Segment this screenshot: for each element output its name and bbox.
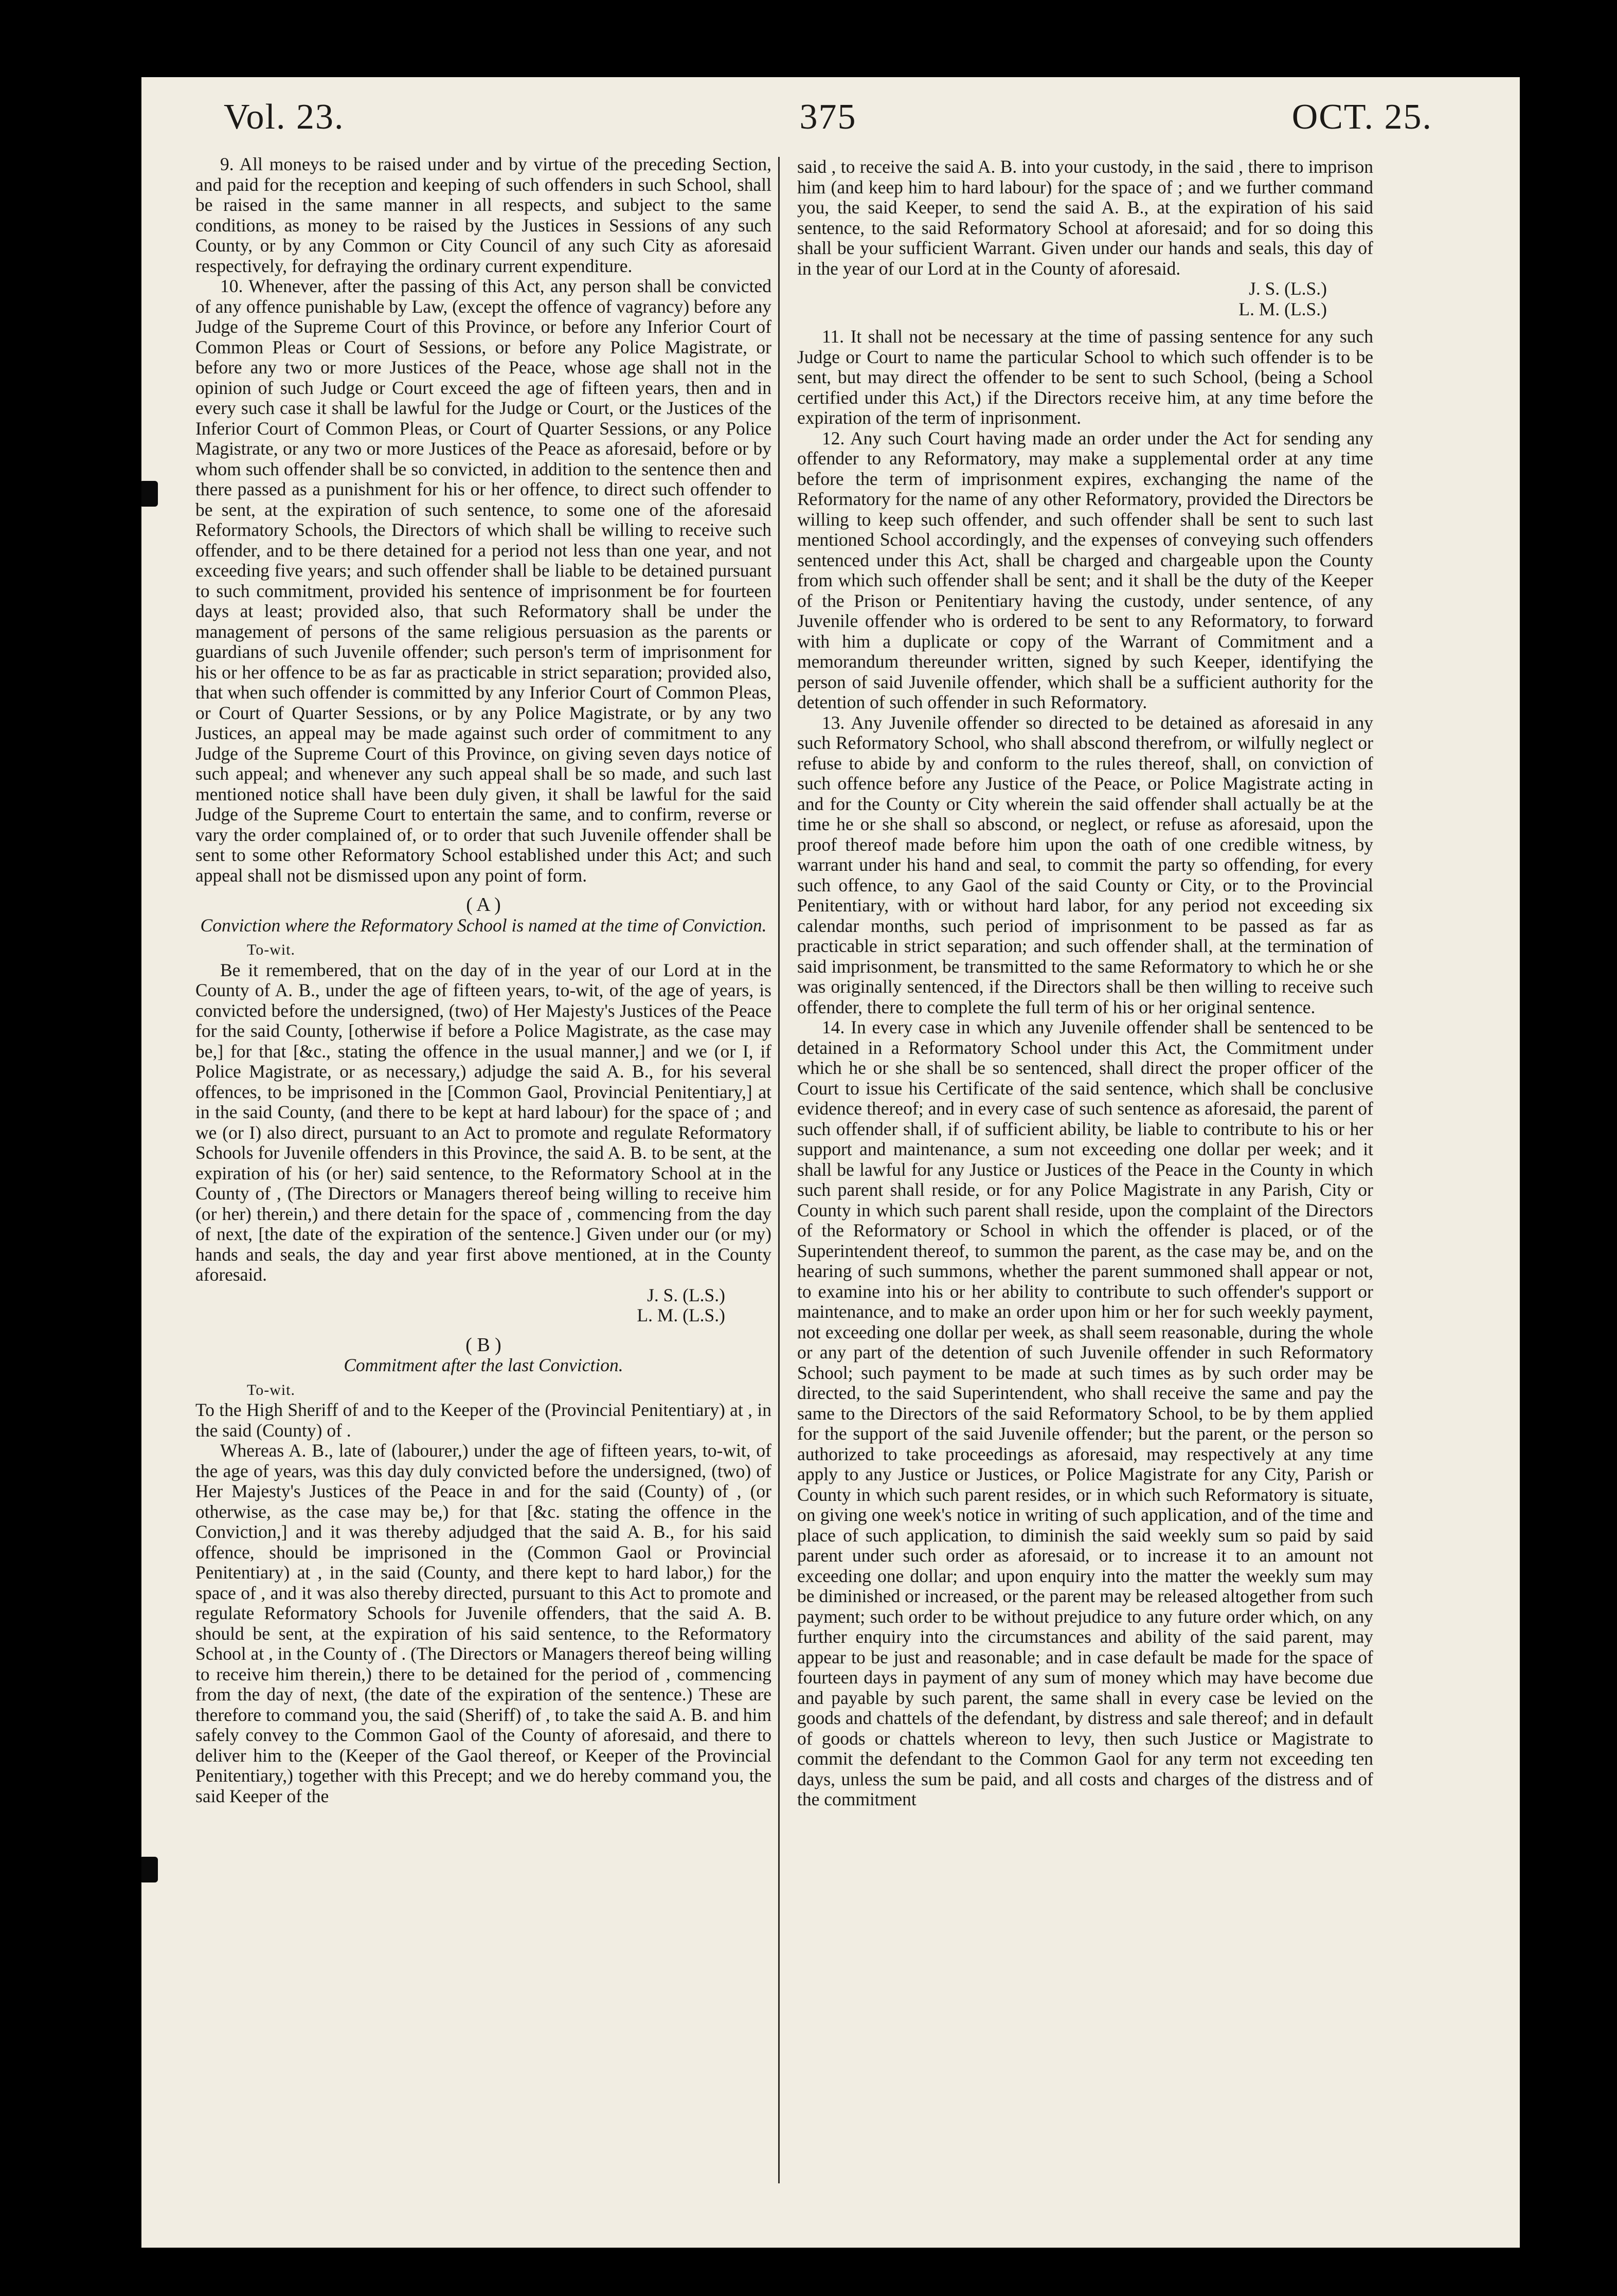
- form-b-to-wit: To-wit.: [247, 1381, 296, 1398]
- section-13: 13. Any Juvenile offender so directed to be detained as aforesaid in any such Reformatory School, who shall abscond therefrom, or wilfully neglect or refuse to abide by and conform to the rules thereof, shall, on conviction of such offence before any Justice of the Peace, or Police Magistrate acting in and for the County or City wherein the said offender shall actually be at the time he or she shall so abscond, or neglect, or refuse as aforesaid, upon the proof thereof made before him upon the oath of one credible witness, by warrant under his hand and seal, to commit the party so offending, for every such offence, to any Gaol of the said County or City, or to the Provincial Penitentiary, with or without hard labor, for any period not exceeding six calendar months, such period of imprisonment to be passed as far as practicable in strict separation; and such offender shall, at the termination of said imprisonment, be transmitted to the same Reformatory to which he or she was originally sentenced, if the Directors shall be then willing to receive such offender, there to complete the full term of his or her original sentence.: [797, 712, 1373, 1017]
- form-b-signature-1: J. S. (L.S.): [1249, 278, 1327, 299]
- document-page: [141, 77, 1520, 2248]
- form-b-signature-2: L. M. (L.S.): [1238, 298, 1327, 319]
- form-b-label: ( B ): [465, 1334, 501, 1356]
- form-b-continuation: said , to receive the said A. B. into your custody, in the said , there to imprison him (and keep him to hard labour) for the space of ; and we further command you, the said Keeper, to send the said A. B., at the expiration of his said sentence, to the said Reformatory School at aforesaid; and for so doing this shall be your sufficient Warrant. Given under our hands and seals, this day of in the year of our Lord at in the County of aforesaid.: [797, 156, 1373, 279]
- form-a-signature-1: J. S. (L.S.): [647, 1284, 725, 1305]
- page-header: [224, 97, 1432, 153]
- binding-hole-bottom: [141, 1857, 158, 1882]
- form-a-title: Conviction where the Reformatory School is named at the time of Conviction.: [200, 914, 767, 936]
- section-12: 12. Any such Court having made an order under the Act for sending any offender to any Reformatory, may make a supplemental order at any time before the term of imprisonment expires, exchanging the name of the Reformatory for the name of any other Reformatory, provided the Directors be willing to keep such offender, and such offender shall be sent to such last mentioned School accordingly, and the expenses of conveying such offenders sentenced under this Act, shall be charged and chargeable upon the County from which such offender shall be sent; and it shall be the duty of the Keeper of the Prison or Penitentiary having the custody, under sentence, of any Juvenile offender who is ordered to be sent to any Reformatory, to forward with him a duplicate or copy of the Warrant of Commitment and a memorandum thereunder written, signed by such Keeper, identifying the person of said Juvenile offender, which shall be a sufficient authority for the detention of such offender in such Reformatory.: [797, 427, 1373, 712]
- form-a-label: ( A ): [466, 894, 501, 916]
- form-a-signature-2: L. M. (L.S.): [637, 1305, 725, 1325]
- section-9: 9. All moneys to be raised under and by virtue of the preceding Section, and paid for the reception and keeping of such offenders in such School, shall be raised in the same manner in all respects, and subject to the same conditions, as money to be raised by the Justices in Sessions of any such County, or by any Common or City Council of any such City as aforesaid respectively, for defraying the ordinary current expenditure.: [195, 154, 771, 276]
- section-14: 14. In every case in which any Juvenile offender shall be sentenced to be detained in a Reformatory School under this Act, the Commitment under which he or she shall be so sentenced, shall direct the proper officer of the Court to issue his Certificate of the said sentence, which shall be conclusive evidence thereof; and in every case of such sentence as aforesaid, the parent of such offender shall, if of sufficient ability, be liable to contribute to his or her support and maintenance, a sum not exceeding one dollar per week; and it shall be lawful for any Justice or Justices of the Peace in the County in which such parent shall reside, or for any Police Magistrate in any Parish, City or County in which such parent shall reside, upon the complaint of the Directors of the Reformatory or School in which the offender is placed, or of the Superintendent thereof, to summon the parent, as the case may be, and on the hearing of such summons, whether the parent summoned shall appear or not, to examine into his or her ability to contribute to such offender's support or maintenance, and to make an order upon him or her for such weekly payment, not exceeding one dollar per week, as shall seem reasonable, during the whole or any part of the detention of such Juvenile offender in such Reformatory School; such payment to be made at such times as by such order may be directed, to the said Superintendent, who shall receive the same and pay the same to the Directors of the said Reformatory School, to be by them applied for the support of the said Juvenile offender; but the parent, or the person so authorized to take proceedings as aforesaid, may respectively at any time apply to any Justice or Justices, or Police Magistrate for any City, Parish or County in which such parent resides, or in which such Reformatory is situate, on giving one week's notice in writing of such application, and of the time and place of such application, to diminish the said weekly sum so paid by said parent under such order as aforesaid, or to increase it to an amount not exceeding one dollar; and upon enquiry into the matter the weekly sum may be diminished or increased, or the parent may be released altogether from such payment; such order to be without prejudice to any future order which, on any further enquiry into the circumstances and ability of the said parent, may appear to be just and reasonable; and in case default be made for the space of fourteen days in payment of any sum of money which may have become due and payable by such parent, the same shall in every case be levied on the goods and chattels of the defendant, by distress and sale thereof; and in default of goods or chattels whereon to levy, then such Justice or Magistrate to commit the defendant to the Common Gaol for any term not exceeding ten days, unless the sum be paid, and all costs and charges of the distress and of the commitment: [797, 1017, 1373, 1809]
- form-b-address: To the High Sheriff of and to the Keeper of the (Provincial Penitentiary) at , in the said (County) of .: [195, 1400, 771, 1441]
- volume-label: Vol. 23.: [224, 97, 345, 137]
- form-a-to-wit: To-wit.: [247, 941, 296, 958]
- section-10: 10. Whenever, after the passing of this Act, any person shall be convicted of any offence punishable by Law, (except the offence of vagrancy) before any Judge of the Supreme Court of this Province, or before any Inferior Court of Common Pleas or Court of Sessions, or before any Police Magistrate, or before any two or more Justices of the Peace, whose age shall not in the opinion of such Judge or Court exceed the age of fifteen years, then and in every such case it shall be lawful for the Judge or Court, or the Justices of the Inferior Court of Common Pleas, or Court of Quarter Sessions, or any Police Magistrate, or any two or more Justices of the Peace as aforesaid, before or by whom such offender shall be so convicted, in addition to the sentence then and there passed as a punishment for his or her offence, to direct such offender to be sent, at the expiration of such sentence, to some one of the aforesaid Reformatory Schools, the Directors of which shall be willing to receive such offender, and to be there detained for a period not less than one year, and not exceeding five years; and such offender shall be liable to be detained pursuant to such commitment, provided his sentence of imprisonment be for fourteen days at least; provided also, that such Reformatory shall be under the management of persons of the same religious persuasion as the parents or guardians of such Juvenile offender; such person's term of imprisonment for his or her offence to be as far as practicable in strict separation; provided also, that when such offender is committed by any Inferior Court of Common Pleas, or Court of Quarter Sessions, or by any Police Magistrate, or by any two Justices, an appeal may be made against such order of commitment to any Judge of the Supreme Court of this Province, on giving seven days notice of such appeal; and whenever any such appeal shall be so made, and such last mentioned notice shall have been duly given, it shall be lawful for the said Judge of the Supreme Court to entertain the same, and to confirm, reverse or vary the order complained of, or to order that such Juvenile offender shall be sent to some other Reformatory School established under this Act; and such appeal shall not be dismissed upon any point of form.: [195, 276, 771, 886]
- form-a-body: Be it remembered, that on the day of in the year of our Lord at in the County of A. B., under the age of fifteen years, to-wit, of the age of years, is convicted before the undersigned, (two) of Her Majesty's Justices of the Peace for the said County, [otherwise if before a Police Magistrate, as the case may be,] for that [&c., stating the offence in the usual manner,] and we (or I, if Police Magistrate, or as necessary,) adjudge the said A. B., for his several offences, to be imprisoned in the [Common Gaol, Provincial Penitentiary,] at in the said County, (and there to be kept at hard labour) for the space of ; and we (or I) also direct, pursuant to an Act to promote and regulate Reformatory Schools for Juvenile offenders in this Province, the said A. B. to be sent, at the expiration of his (or her) said sentence, to the Reformatory School at in the County of , (The Directors or Managers thereof being willing to receive him (or her) therein,) and there detain for the space of , commencing from the day of next, [the date of the expiration of the sentence.] Given under our (or my) hands and seals, the day and year first above mentioned, at in the County aforesaid.: [195, 959, 771, 1285]
- page-number: 375: [799, 97, 857, 137]
- column-divider: [778, 157, 780, 2183]
- form-b-title: Commitment after the last Conviction.: [344, 1355, 623, 1375]
- left-column: [195, 154, 771, 1806]
- section-11: 11. It shall not be necessary at the time of passing sentence for any such Judge or Court to name the particular School to which such offender is to be sent, but may direct the offender to be sent to such School, (being a School certified under this Act,) if the Directors receive him, at any time before the expiration of the term of inprisonment.: [797, 326, 1373, 428]
- binding-hole-top: [141, 481, 158, 507]
- right-column: [797, 157, 1373, 1810]
- form-b-body: Whereas A. B., late of (labourer,) under the age of fifteen years, to-wit, of the age of years, was this day duly convicted before the undersigned, (two) of Her Majesty's Justices of the Peace in and for the said (County) of , (or otherwise, as the case may be,) for that [&c. stating the offence in the Conviction,] and it was thereby adjudged that the said A. B., for his said offence, should be imprisoned in the (Common Gaol or Provincial Penitentiary) at , in the said (County, and there kept to hard labor,) for the space of , and it was also thereby directed, pursuant to this Act to promote and regulate Reformatory Schools for Juvenile offenders, that the said A. B. should be sent, at the expiration of his said sentence, to the Reformatory School at , in the County of . (The Directors or Managers thereof being willing to receive him therein,) there to be detained for the period of , commencing from the day of next, (the date of the expiration of the sentence.) These are therefore to command you, the said (Sheriff) of , to take the said A. B. and him safely convey to the Common Gaol of the County of aforesaid, and there to deliver him to the (Keeper of the Gaol thereof, or Keeper of the Provincial Penitentiary,) together with this Precept; and we do hereby command you, the said Keeper of the: [195, 1440, 771, 1806]
- issue-date: OCT. 25.: [1291, 97, 1432, 137]
